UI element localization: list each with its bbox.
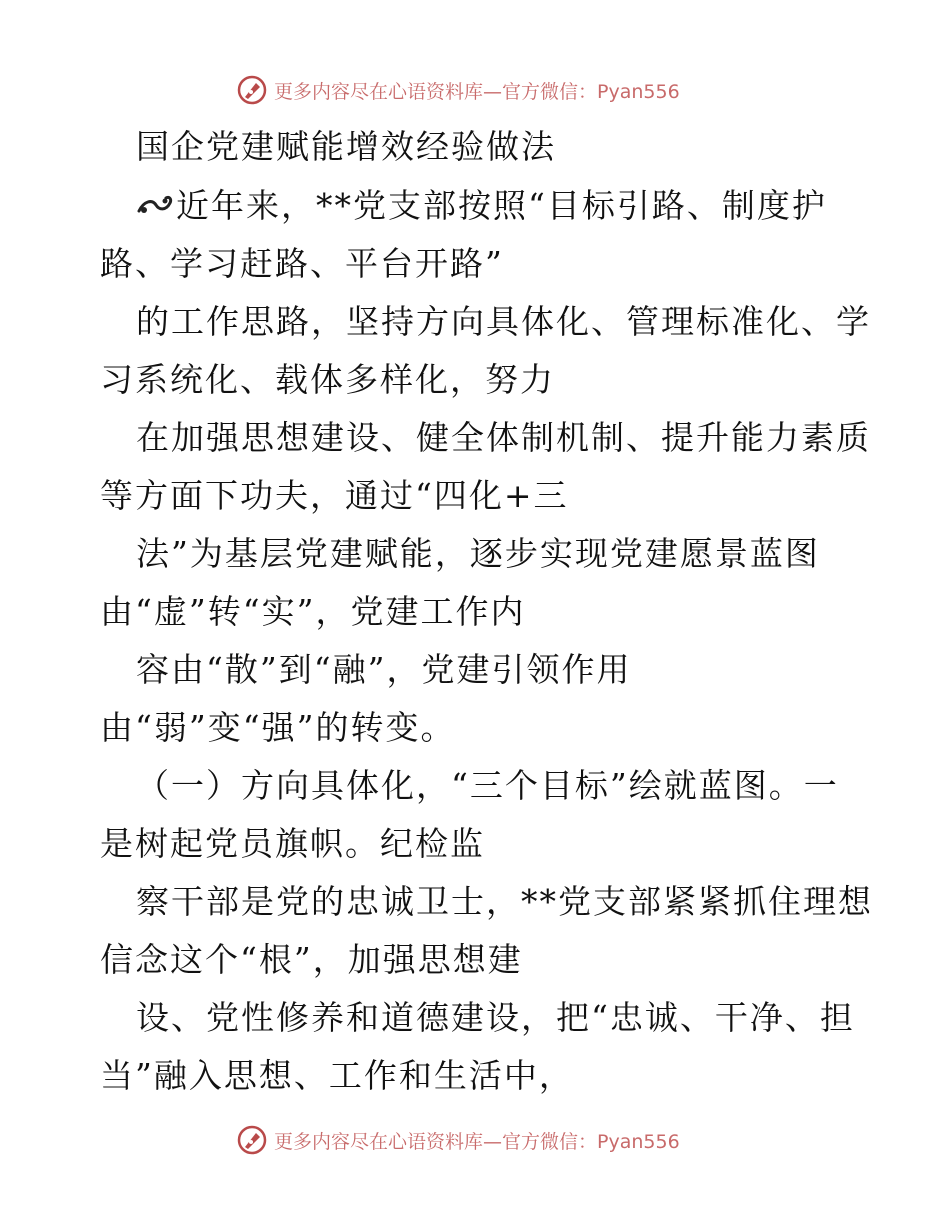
fleuron-icon — [136, 189, 176, 221]
paragraph-line: 察干部是党的忠诚卫士，**党支部紧紧抓住理想 — [136, 882, 873, 921]
paragraph-line: 当”融入思想、工作和生活中， — [100, 1056, 574, 1095]
paragraph-line — [136, 186, 827, 226]
paragraph-line: （一）方向具体化，“三个目标”绘就蓝图。一 — [136, 766, 839, 805]
document-title: 国企党建赋能增效经验做法 — [136, 127, 556, 166]
watermark-banner-top — [0, 70, 950, 110]
pen-nib-logo-icon — [236, 74, 268, 106]
paragraph-line: 等方面下功夫，通过“四化+三 — [100, 476, 569, 515]
paragraph-line: 由“虚”转“实”，党建工作内 — [100, 592, 526, 631]
paragraph-line: 在加强思想建设、健全体制机制、提升能力素质 — [136, 418, 871, 457]
paragraph-line: 路、学习赶路、平台开路” — [100, 244, 504, 283]
paragraph-line: 信念这个“根”，加强思想建 — [100, 940, 523, 979]
paragraph-text: 近年来，**党支部按照“目标引路、制度护 — [176, 186, 827, 225]
paragraph-line: 由“弱”变“强”的转变。 — [100, 708, 456, 747]
paragraph-line: 容由“散”到“融”，党建引领作用 — [136, 650, 632, 689]
paragraph-line: 习系统化、载体多样化，努力 — [100, 360, 555, 399]
paragraph-line: 的工作思路，坚持方向具体化、管理标准化、学 — [136, 302, 871, 341]
pen-nib-logo-icon — [236, 1124, 268, 1156]
watermark-text: 更多内容尽在心语资料库—官方微信：Pyan556 — [274, 1130, 680, 1153]
watermark-text: 更多内容尽在心语资料库—官方微信：Pyan556 — [274, 80, 680, 103]
watermark-banner-bottom — [0, 1120, 950, 1160]
paragraph-line: 是树起党员旗帜。纪检监 — [100, 824, 485, 863]
paragraph-line: 设、党性修养和道德建设，把“忠诚、干净、担 — [136, 998, 855, 1037]
paragraph-line: 法”为基层党建赋能，逐步实现党建愿景蓝图 — [136, 534, 820, 573]
